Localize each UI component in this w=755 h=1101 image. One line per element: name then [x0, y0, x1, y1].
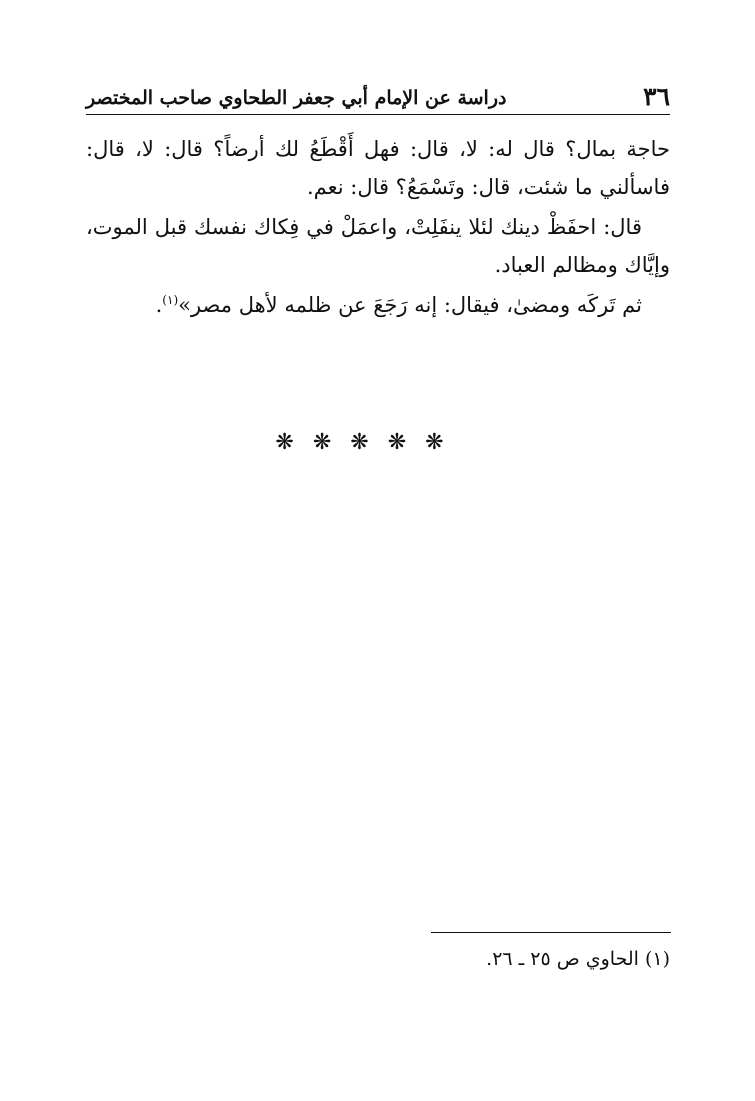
running-title: دراسة عن الإمام أبي جعفر الطحاوي صاحب المختصر [86, 87, 507, 109]
paragraph-2: قال: احفَظْ دينك لئلا ينفَلِتْ، واعمَلْ في فِكاك نفسك قبل الموت، وإيَّاك ومظالم العباد. [86, 215, 670, 277]
section-separator: ❋ ❋ ❋ ❋ ❋ [275, 430, 450, 455]
footnote-rule [431, 932, 671, 933]
paragraph-3-text: ثم تَركَه ومضىٰ، فيقال: إنه رَجَعَ عن ظلمه لأهل مصر» [178, 293, 642, 317]
paragraph-3 [86, 286, 670, 324]
footnote-reference: (١) [162, 293, 179, 307]
page-number: ٣٦ [643, 82, 670, 111]
paragraph-3-end: . [155, 293, 163, 317]
footnote: (١) الحاوي ص ٢٥ ـ ٢٦. [486, 948, 670, 970]
header-rule [86, 114, 670, 115]
body-text [86, 130, 670, 326]
running-header [86, 78, 670, 112]
paragraph-1: حاجة بمال؟ قال له: لا، قال: فهل أَقْطَعُ لك أرضاً؟ قال: لا، قال: فاسألني ما شئت، قال: وتَسْمَعُ؟ قال: نعم. [86, 137, 670, 199]
